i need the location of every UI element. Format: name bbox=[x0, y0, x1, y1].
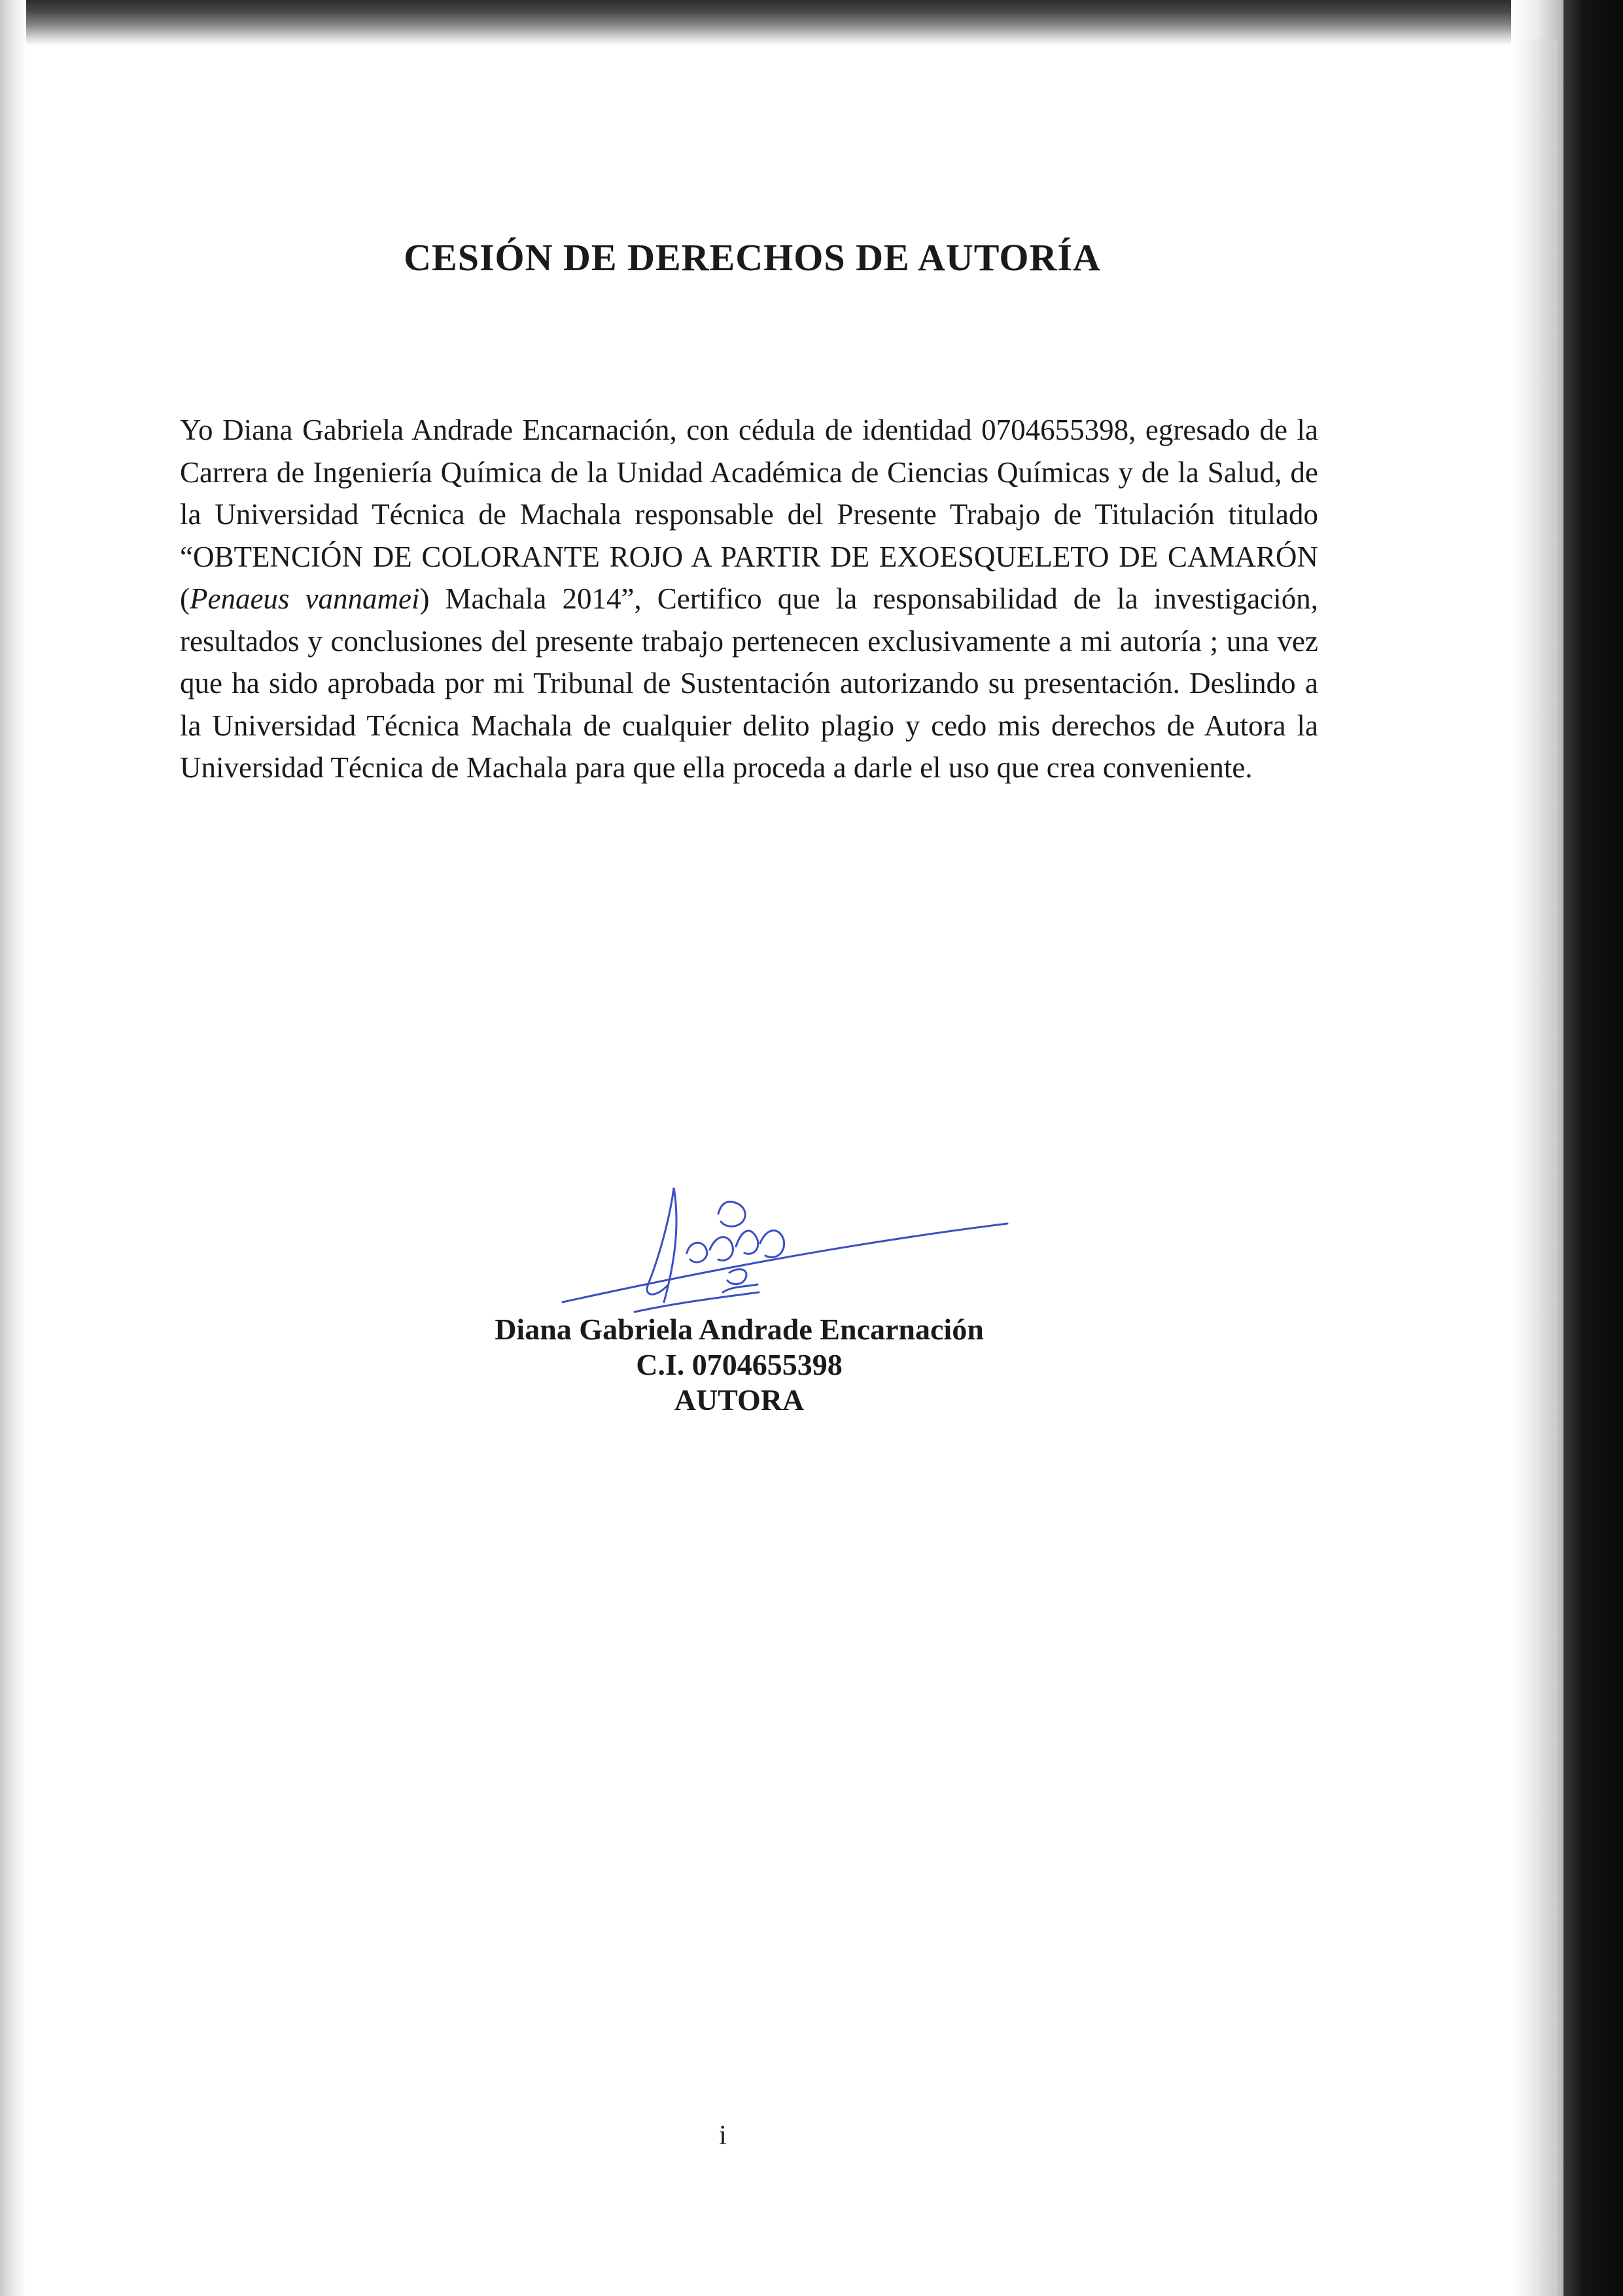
scan-top-edge bbox=[0, 0, 1623, 46]
signature-block bbox=[379, 1312, 1099, 1418]
scan-left-edge bbox=[0, 0, 26, 2296]
signer-name: Diana Gabriela Andrade Encarnación bbox=[495, 1313, 984, 1346]
handwritten-signature bbox=[550, 1188, 1021, 1325]
body-text-part-1: Yo Diana Gabriela Andrade Encarnación, con cédula de identidad 0704655398, egresado de la Carrera de Ingeniería Química de la Unidad Académica de Ciencias Químicas y de la Salud, de la Universidad Técnica de Machala responsable del Presente Trabajo de Titulación titulado “OBTENCIÓN DE COLORANTE ROJO A PARTIR DE EXOESQUELETO DE CAMARÓN ( bbox=[180, 414, 1318, 615]
body-text-part-2: ) Machala 2014”, Certifico que la responsabilidad de la investigación, resultados y conclusiones del presente trabajo pertenecen exclusivamente a mi autoría ; una vez que ha sido aprobada por mi Tribunal de Sustentación autorizando su presentación. Deslindo a la Universidad Técnica Machala de cualquier delito plagio y cedo mis derechos de Autora la Universidad Técnica de Machala para que ella proceda a darle el uso que crea conveniente. bbox=[180, 582, 1318, 784]
signer-id: C.I. 0704655398 bbox=[636, 1348, 843, 1381]
scan-right-border bbox=[1563, 0, 1623, 2296]
scan-page-edge-shadow bbox=[1524, 39, 1557, 2296]
page-number: i bbox=[719, 2121, 727, 2151]
body-paragraph bbox=[180, 409, 1318, 789]
signature-lettering: Andrade bbox=[765, 1199, 833, 1218]
page-title: CESIÓN DE DERECHOS DE AUTORÍA bbox=[404, 236, 1101, 279]
species-name: Penaeus vannamei bbox=[190, 582, 420, 615]
signer-role: AUTORA bbox=[674, 1383, 805, 1417]
